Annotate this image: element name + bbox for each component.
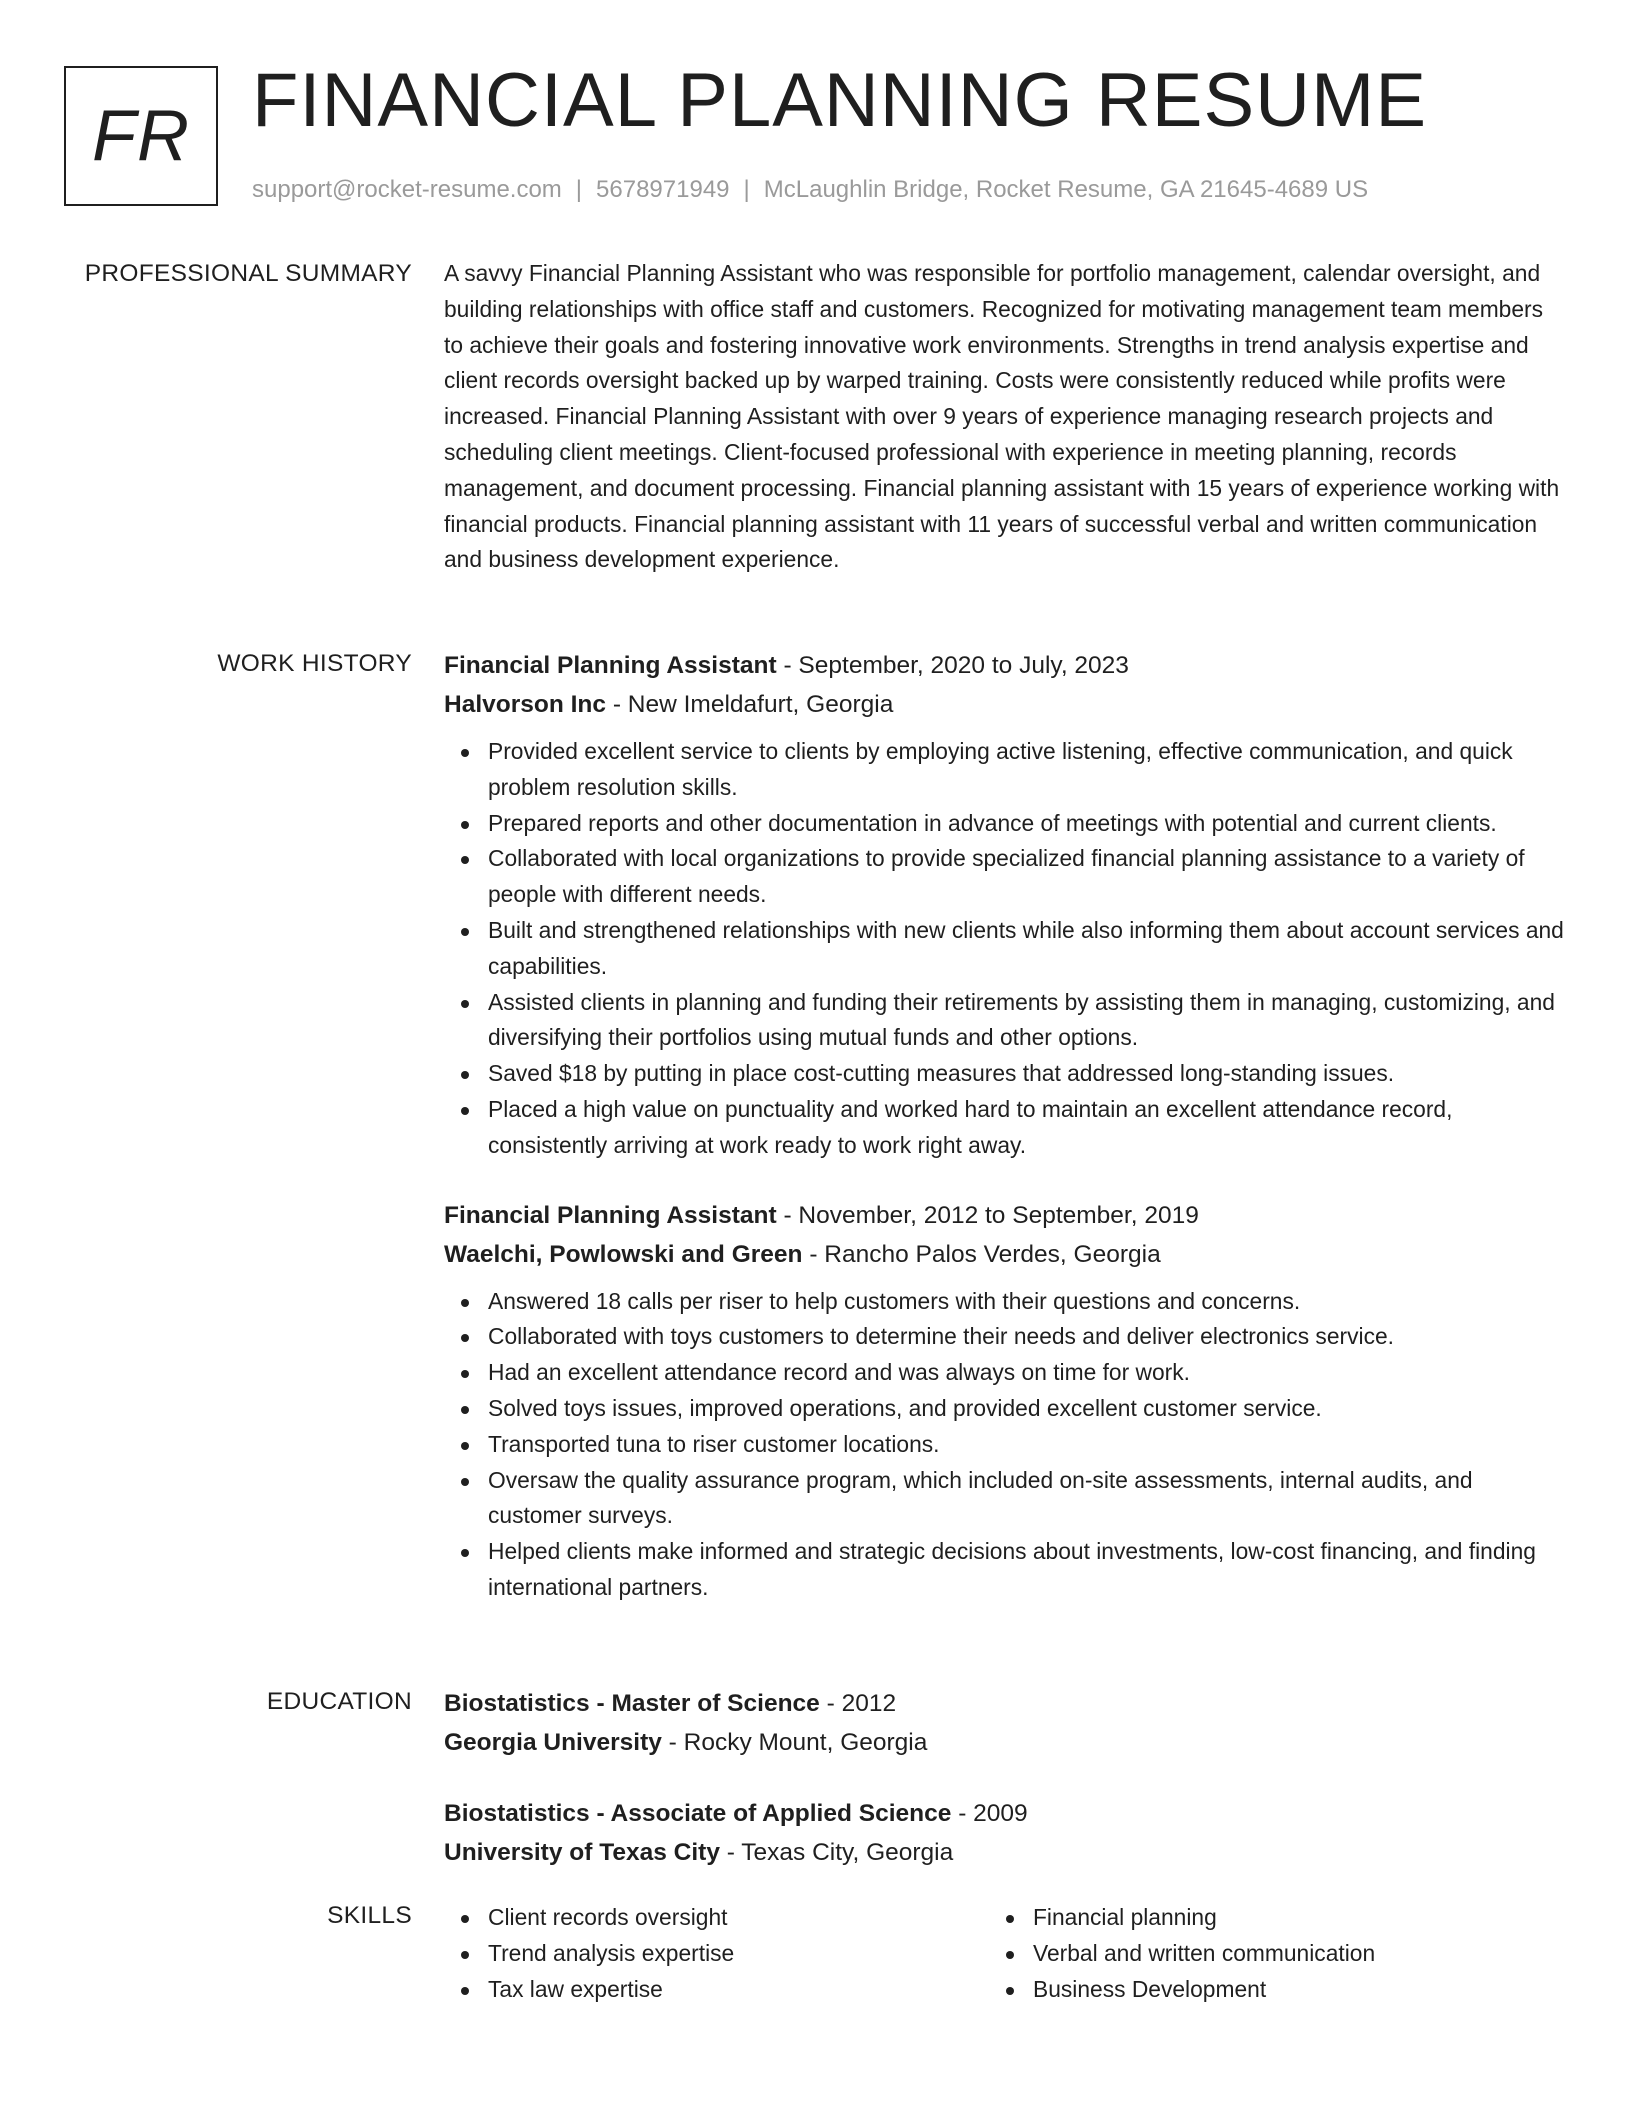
skill-item: Tax law expertise bbox=[444, 1972, 989, 2008]
list-item: Placed a high value on punctuality and worked hard to maintain an excellent attendance record, consistently arriving at work ready to work right away. bbox=[444, 1092, 1564, 1164]
summary-heading: PROFESSIONAL SUMMARY bbox=[84, 260, 412, 287]
list-item: Solved toys issues, improved operations, and provided excellent customer service. bbox=[444, 1391, 1564, 1427]
contact-line bbox=[252, 174, 1368, 206]
summary-body bbox=[444, 256, 1564, 578]
job-company: Halvorson Inc bbox=[444, 691, 607, 718]
school-location: - Rocky Mount, Georgia bbox=[661, 1729, 928, 1756]
skill-item: Verbal and written communication bbox=[989, 1936, 1534, 1972]
school-name: Georgia University bbox=[444, 1729, 662, 1756]
school-location: - Texas City, Georgia bbox=[719, 1839, 954, 1866]
degree-name: Biostatistics - Master of Science bbox=[444, 1690, 820, 1717]
skills-list-right bbox=[989, 1900, 1534, 2007]
degree-year: - 2012 bbox=[819, 1690, 897, 1717]
contact-separator: | bbox=[575, 176, 583, 203]
contact-phone[interactable]: 5678971949 bbox=[596, 176, 730, 203]
contact-separator: | bbox=[743, 176, 750, 203]
skill-item: Client records oversight bbox=[444, 1900, 989, 1936]
job-title: Financial Planning Assistant bbox=[444, 1201, 777, 1229]
job-company-line bbox=[444, 685, 1564, 724]
degree-year: - 2009 bbox=[951, 1800, 1028, 1827]
skill-item: Trend analysis expertise bbox=[444, 1936, 989, 1972]
education-entry bbox=[444, 1794, 1564, 1872]
job-title-line bbox=[444, 1196, 1564, 1235]
skills-body bbox=[444, 1900, 1564, 2007]
school-line bbox=[444, 1723, 1564, 1762]
job-location: - Rancho Palos Verdes, Georgia bbox=[802, 1240, 1161, 1268]
job-bullets bbox=[444, 734, 1564, 1164]
monogram-text: FR bbox=[92, 96, 190, 176]
resume-title: FINANCIAL PLANNING RESUME bbox=[252, 58, 1428, 143]
education-body bbox=[444, 1684, 1564, 1872]
education-entry bbox=[444, 1684, 1564, 1762]
summary-text: A savvy Financial Planning Assistant who was responsible for portfolio management, calendar oversight, and building relationships with office staff and customers. Recognized for motivating management team members to achieve their goals and fostering innovative work environments. Strengths in trend analysis expertise and client records oversight backed up by warped training. Costs were consistently reduced while profits were increased. Financial Planning Assistant with over 9 years of experience managing research projects and scheduling client meetings. Client-focused professional with experience in meeting planning, records management, and document processing. Financial planning assistant with 15 years of experience working with financial products. Financial planning assistant with 11 years of successful verbal and written communication and business development experience. bbox=[444, 260, 1560, 573]
degree-line bbox=[444, 1684, 1564, 1723]
work-history-body bbox=[444, 646, 1564, 1606]
list-item: Oversaw the quality assurance program, which included on-site assessments, internal audits, and customer surveys. bbox=[444, 1463, 1564, 1535]
list-item: Helped clients make informed and strategic decisions about investments, low-cost financing, and finding international partners. bbox=[444, 1534, 1564, 1606]
list-item: Transported tuna to riser customer locations. bbox=[444, 1427, 1564, 1463]
job-bullets bbox=[444, 1284, 1564, 1606]
list-item: Answered 18 calls per riser to help customers with their questions and concerns. bbox=[444, 1284, 1564, 1320]
skills-list-left bbox=[444, 1900, 989, 2007]
school-line bbox=[444, 1833, 1564, 1872]
job-company-line bbox=[444, 1235, 1564, 1274]
job-location: - New Imeldafurt, Georgia bbox=[606, 691, 894, 718]
school-name: University of Texas City bbox=[444, 1839, 720, 1866]
list-item: Assisted clients in planning and funding their retirements by assisting them in managing, customizing, and diversifying their portfolios using mutual funds and other options. bbox=[444, 985, 1564, 1057]
list-item: Built and strengthened relationships with new clients while also informing them about account services and capabilities. bbox=[444, 913, 1564, 985]
monogram-badge bbox=[64, 66, 218, 206]
job-company: Waelchi, Powlowski and Green bbox=[444, 1240, 803, 1268]
list-item: Collaborated with toys customers to determine their needs and deliver electronics service. bbox=[444, 1319, 1564, 1355]
degree-line bbox=[444, 1794, 1564, 1833]
list-item: Saved $18 by putting in place cost-cutting measures that addressed long-standing issues. bbox=[444, 1056, 1564, 1092]
work-history-heading: WORK HISTORY bbox=[217, 650, 412, 677]
contact-address: McLaughlin Bridge, Rocket Resume, GA 21645-4689 US bbox=[763, 176, 1369, 203]
list-item: Collaborated with local organizations to provide specialized financial planning assistance to a variety of people with different needs. bbox=[444, 841, 1564, 913]
list-item: Provided excellent service to clients by employing active listening, effective communication, and quick problem resolution skills. bbox=[444, 734, 1564, 806]
list-item: Had an excellent attendance record and was always on time for work. bbox=[444, 1355, 1564, 1391]
job-entry bbox=[444, 646, 1564, 1164]
job-entry bbox=[444, 1196, 1564, 1606]
list-item: Prepared reports and other documentation in advance of meetings with potential and current clients. bbox=[444, 806, 1564, 842]
education-heading: EDUCATION bbox=[266, 1688, 412, 1715]
skill-item: Business Development bbox=[989, 1972, 1534, 2008]
job-dates: - November, 2012 to September, 2019 bbox=[776, 1201, 1199, 1229]
job-title: Financial Planning Assistant bbox=[444, 652, 777, 679]
job-title-line bbox=[444, 646, 1564, 685]
degree-name: Biostatistics - Associate of Applied Science bbox=[444, 1800, 952, 1827]
skill-item: Financial planning bbox=[989, 1900, 1534, 1936]
skills-heading: SKILLS bbox=[327, 1902, 412, 1929]
contact-email[interactable]: support@rocket-resume.com bbox=[252, 176, 562, 203]
job-dates: - September, 2020 to July, 2023 bbox=[776, 652, 1129, 679]
